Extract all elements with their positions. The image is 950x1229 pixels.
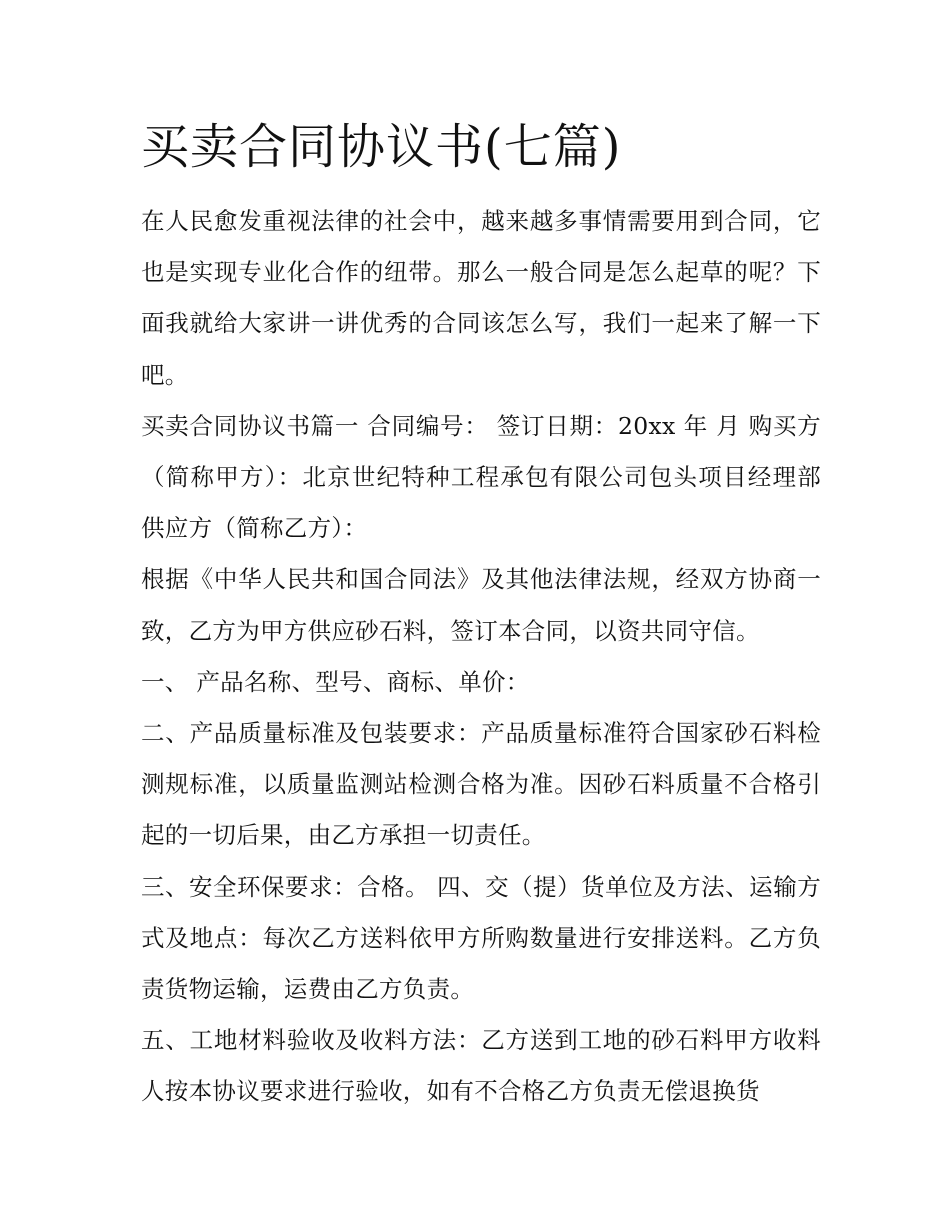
intro-paragraph: 在人民愈发重视法律的社会中，越来越多事情需要用到合同，它也是实现专业化合作的纽带。那么一般合同是怎么起草的呢？下面我就给大家讲一讲优秀的合同该怎么写，我们一起来了解一下吧。 <box>141 207 821 389</box>
clause-one-paragraph: 一、 产品名称、型号、商标、单价： <box>141 667 530 696</box>
clause-three-four-paragraph: 三、安全环保要求：合格。 四、交（提）货单位及方法、运输方式及地点：每次乙方送料依甲方所购数量进行安排送料。乙方负责货物运输，运费由乙方负责。 <box>141 872 821 1004</box>
clause-two-paragraph: 二、产品质量标准及包装要求：产品质量标准符合国家砂石料检测规标准，以质量监测站检测合格为准。因砂石料质量不合格引起的一切后果，由乙方承担一切责任。 <box>141 719 821 850</box>
document-title: 买卖合同协议书(七篇) <box>141 119 622 175</box>
clause-five-paragraph: 五、工地材料验收及收料方法：乙方送到工地的砂石料甲方收料人按本协议要求进行验收，如有不合格乙方负责无偿退换货 <box>141 1026 821 1106</box>
contract-header-paragraph: 买卖合同协议书篇一 合同编号： 签订日期：20xx 年 月 购买方（简称甲方）：北京世纪特种工程承包有限公司包头项目经理部 供应方（简称乙方）： <box>141 411 821 543</box>
legal-basis-paragraph: 根据《中华人民共和国合同法》及其他法律法规，经双方协商一致，乙方为甲方供应砂石料，签订本合同，以资共同守信。 <box>141 565 821 645</box>
document-body <box>141 196 821 1118</box>
